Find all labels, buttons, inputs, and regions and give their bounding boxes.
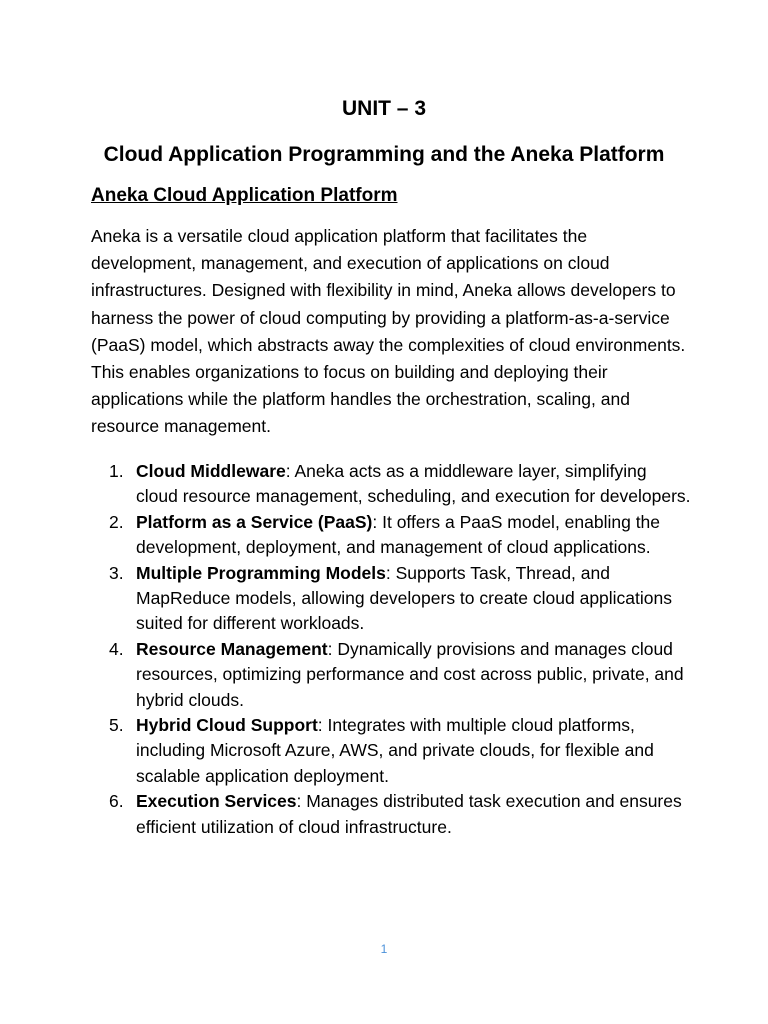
list-item-separator: : [285,461,295,481]
list-item [91,459,691,510]
list-item-number: 4. [109,638,124,659]
list-item-number: 2. [109,511,124,532]
list-item-description: Integrates with multiple cloud platforms, including Microsoft Azure, AWS, and private clouds, for flexible and scalable application deployment. [136,715,654,786]
list-item-number: 1. [109,461,124,481]
list-item-description: Aneka acts as a middleware layer, simplifying cloud resource management, scheduling, and execution for developers. [136,461,691,507]
list-item-number: 6. [109,791,124,812]
page-title: Cloud Application Programming and the Aneka Platform [103,143,665,166]
list-item [91,510,691,561]
list-item-number: 5. [109,715,124,736]
list-item-separator: : [317,715,328,736]
list-item-separator: : [372,511,383,532]
list-item-separator: : [296,791,307,812]
list-item-term: Execution Services [136,791,297,812]
list-item [91,561,691,637]
intro-paragraph: Aneka is a versatile cloud application platform that facilitates the development, management, and execution of applications on cloud infrastructures. Designed with flexibility in mind, Aneka allows developers to harness the power of cloud computing by providing a platform-as-a-service (PaaS) model, which abstracts away the complexities of cloud environments. This enables organizations to focus on building and deploying their applications while the platform handles the orchestration, scaling, and resource management. [91,226,686,437]
feature-list [91,459,691,840]
list-item-description: Manages distributed task execution and ensures efficient utilization of cloud infrastructure. [136,791,682,837]
list-item [91,713,691,789]
list-item-term: Platform as a Service (PaaS) [136,511,373,532]
list-item [91,637,691,713]
list-item-number: 3. [109,562,124,583]
page-number: 1 [380,942,388,956]
unit-title: UNIT – 3 [341,97,427,120]
list-item-separator: : [327,638,338,659]
list-item-term: Cloud Middleware [136,461,286,481]
list-item-description: Supports Task, Thread, and MapReduce models, allowing developers to create cloud applications suited for different workloads. [136,562,673,634]
section-heading: Aneka Cloud Application Platform [91,185,398,206]
list-item-term: Hybrid Cloud Support [136,715,318,736]
list-item-description: Dynamically provisions and manages cloud resources, optimizing performance and cost across public, private, and hybrid clouds. [136,638,684,710]
list-item-separator: : [385,562,396,583]
list-item-description: It offers a PaaS model, enabling the development, deployment, and management of cloud applications. [136,511,661,558]
list-item-term: Resource Management [136,638,328,659]
list-item [91,789,691,840]
list-item-term: Multiple Programming Models [136,562,386,583]
